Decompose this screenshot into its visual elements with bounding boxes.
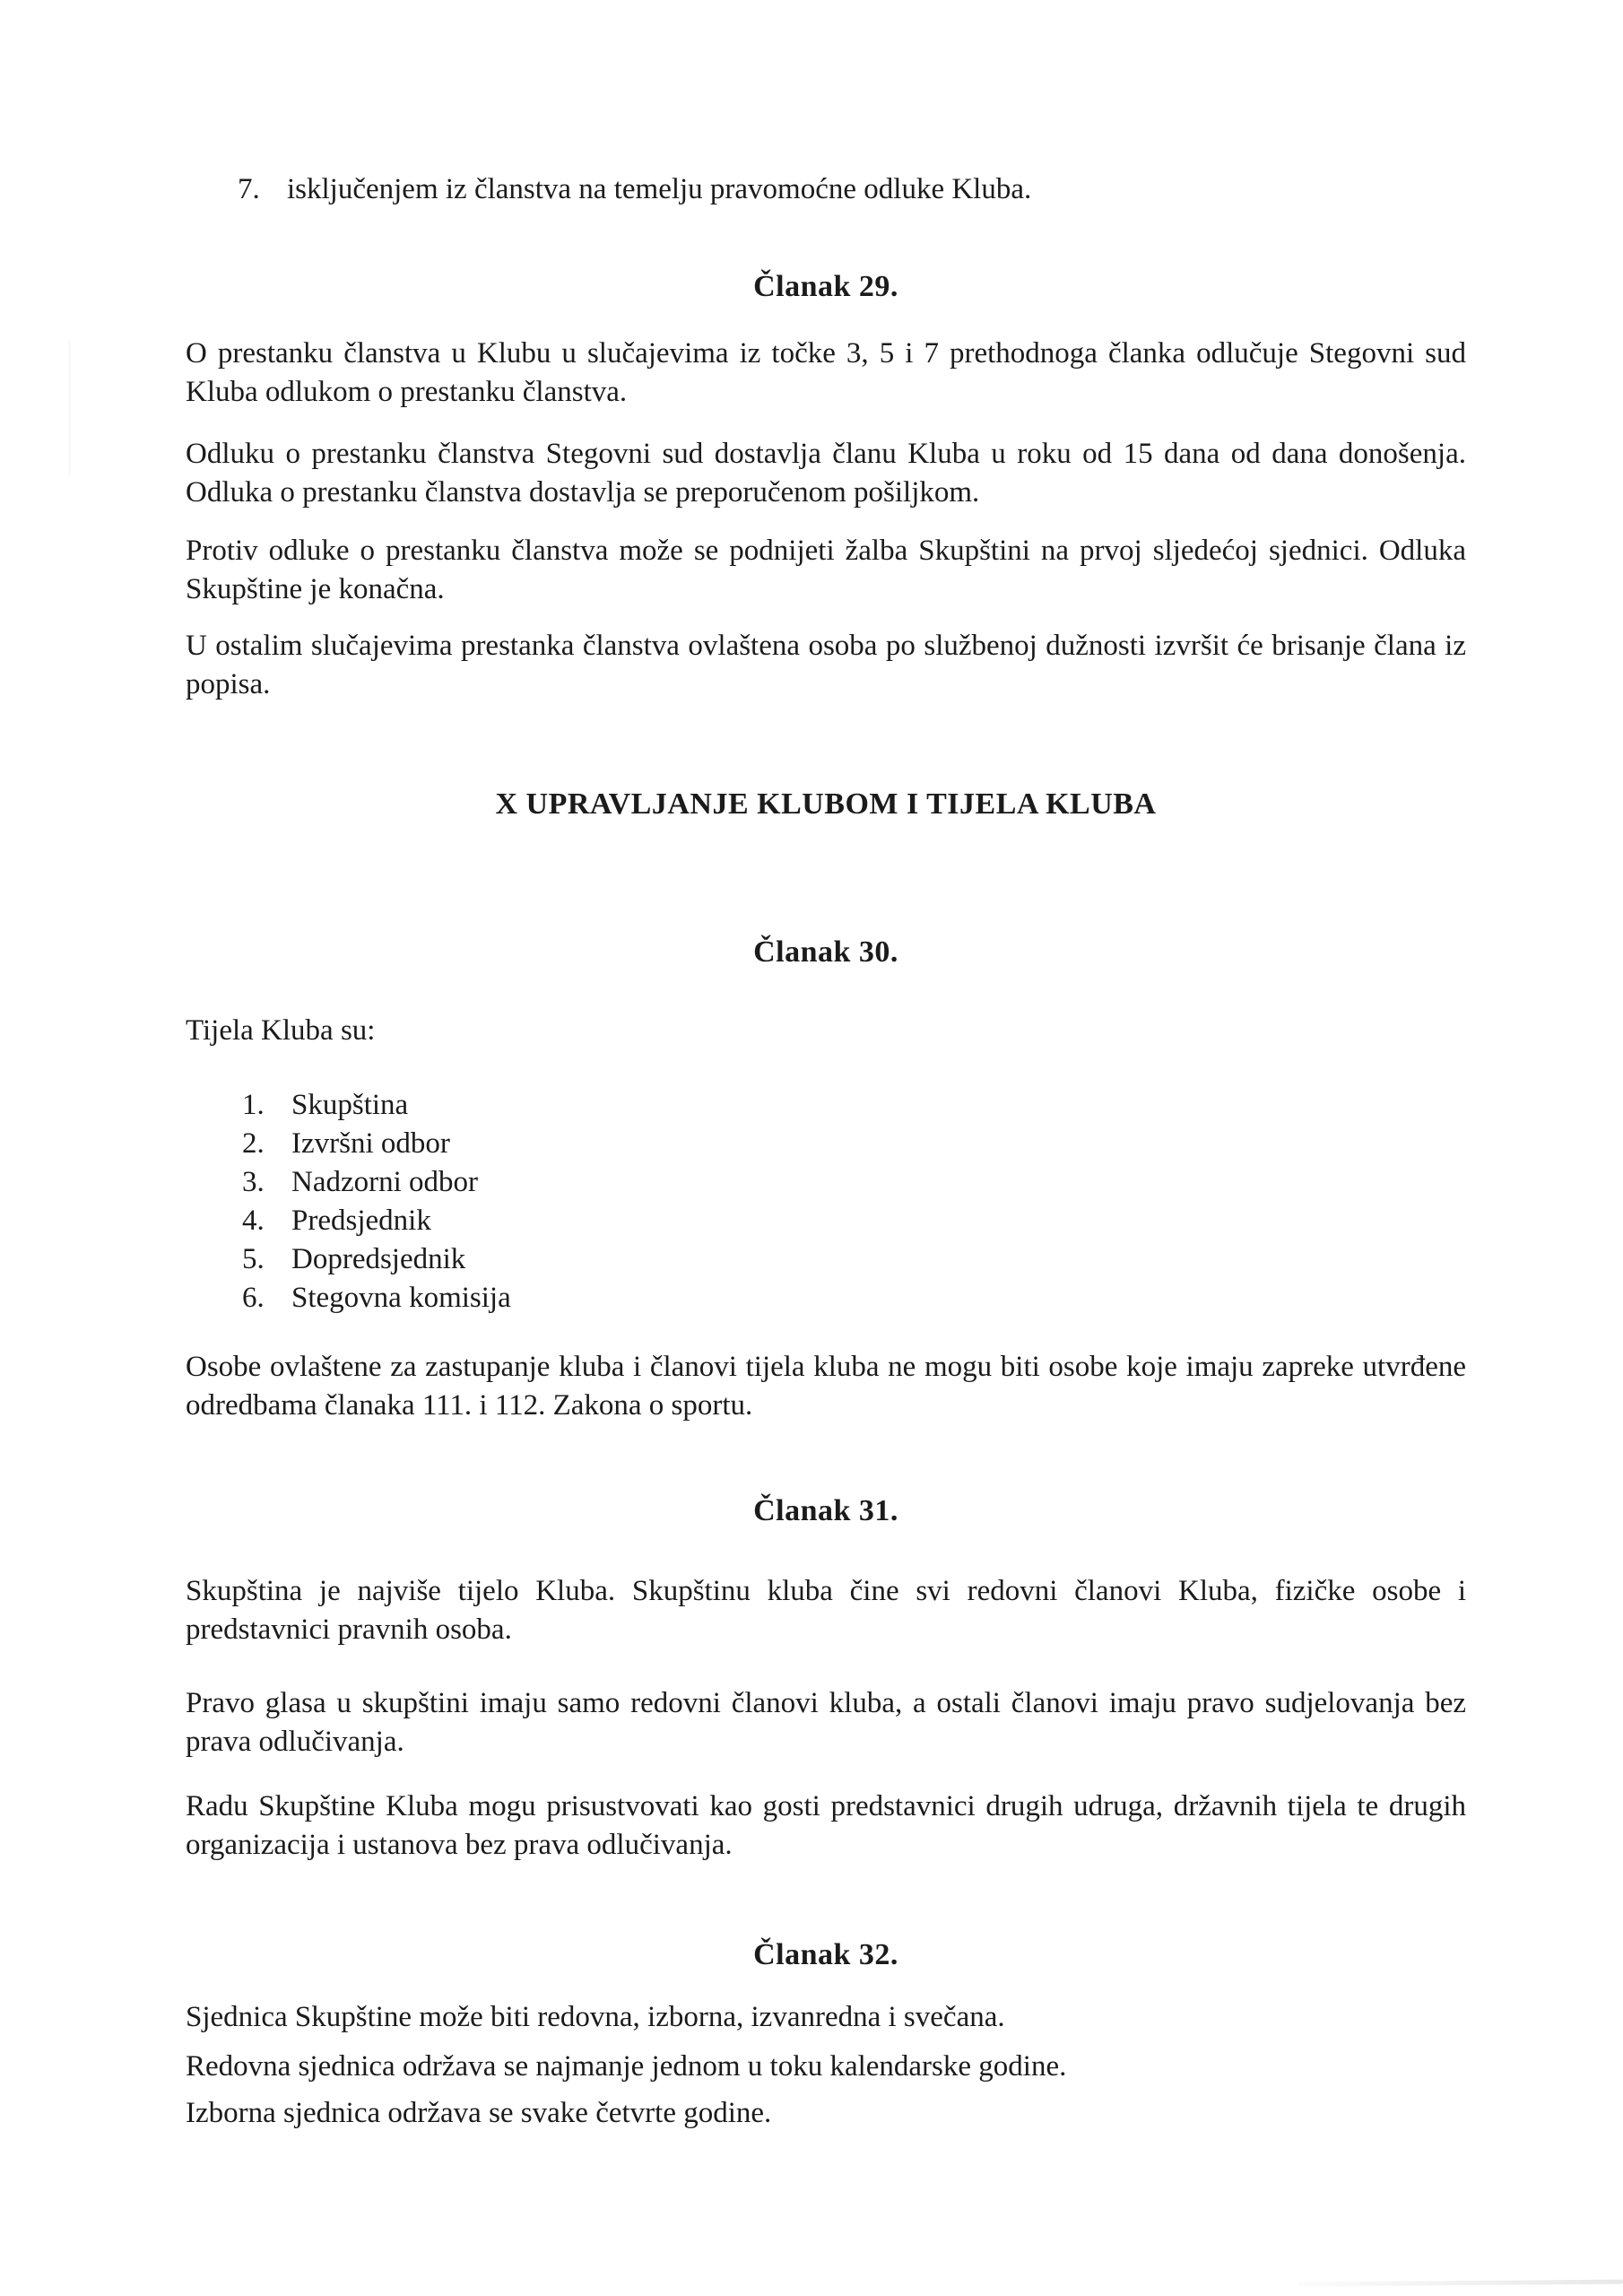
list-item-number: 5.	[242, 1243, 265, 1275]
list-item-number: 6.	[242, 1282, 265, 1314]
paragraph: Sjednica Skupštine može biti redovna, izborna, izvanredna i svečana.	[186, 2001, 1005, 2033]
document-content	[186, 0, 1466, 2133]
list-item-text: Predsjednik	[291, 1205, 431, 1237]
list-item-text: Skupština	[291, 1089, 409, 1121]
scan-smudge-artifact	[68, 341, 71, 475]
list-item-number: 7.	[238, 173, 260, 205]
paragraph: Izborna sjednica održava se svake četvrte godine.	[186, 2097, 772, 2129]
article-30-heading: Članak 30.	[753, 935, 898, 969]
club-bodies-list	[186, 1086, 1466, 1318]
list-item	[242, 1163, 1466, 1202]
lead-text: Tijela Kluba su:	[186, 1014, 376, 1047]
list-item-text: Izvršni odbor	[291, 1127, 450, 1160]
list-item-text: Nadzorni odbor	[291, 1166, 479, 1198]
paragraph: U ostalim slučajevima prestanka članstva ovlaštena osoba po službenoj dužnosti izvršit će brisanje člana iz popisa.	[186, 630, 1466, 700]
paragraph: Redovna sjednica održava se najmanje jednom u toku kalendarske godine.	[186, 2050, 1067, 2083]
article-32-heading: Članak 32.	[753, 1938, 898, 1971]
list-item-number: 2.	[242, 1127, 265, 1160]
scan-line-artifact	[1298, 2280, 1623, 2287]
paragraph: Osobe ovlaštene za zastupanje kluba i članovi tijela kluba ne mogu biti osobe koje imaju zapreke utvrđene odredbama članaka 111. i 112. Zakona o sportu.	[186, 1351, 1466, 1422]
paragraph: O prestanku članstva u Klubu u slučajevima iz točke 3, 5 i 7 prethodnoga članka odlučuje Stegovni sud Kluba odlukom o prestanku članstva.	[186, 337, 1466, 408]
article-31-heading: Članak 31.	[753, 1494, 898, 1527]
list-item	[242, 1125, 1466, 1163]
list-item-text: Stegovna komisija	[291, 1282, 511, 1314]
numbered-list-item	[186, 170, 1466, 209]
list-item	[242, 1086, 1466, 1125]
paragraph: Odluku o prestanku članstva Stegovni sud dostavlja članu Kluba u roku od 15 dana od dana donošenja. Odluka o prestanku članstva dostavlja se preporučenom pošiljkom.	[186, 438, 1466, 509]
paragraph: Radu Skupštine Kluba mogu prisustvovati kao gosti predstavnici drugih udruga, državnih tijela te drugih organizacija i ustanova bez prava odlučivanja.	[186, 1790, 1466, 1861]
list-item-number: 4.	[242, 1205, 265, 1237]
list-item	[242, 1202, 1466, 1240]
paragraph: Skupština je najviše tijelo Kluba. Skupštinu kluba čine svi redovni članovi Kluba, fizičke osobe i predstavnici pravnih osoba.	[186, 1575, 1466, 1646]
list-item-number: 3.	[242, 1166, 265, 1198]
paragraph: Pravo glasa u skupštini imaju samo redovni članovi kluba, a ostali članovi imaju pravo sudjelovanja bez prava odlučivanja.	[186, 1687, 1466, 1758]
list-item-text: isključenjem iz članstva na temelju pravomoćne odluke Kluba.	[287, 173, 1032, 205]
paragraph: Protiv odluke o prestanku članstva može se podnijeti žalba Skupštini na prvoj sljedećoj sjednici. Odluka Skupštine je konačna.	[186, 535, 1466, 605]
list-item	[242, 1240, 1466, 1279]
list-item-text: Dopredsjednik	[291, 1243, 466, 1275]
list-item	[242, 1279, 1466, 1318]
article-29-heading: Članak 29.	[753, 270, 898, 303]
section-x-heading: X UPRAVLJANJE KLUBOM I TIJELA KLUBA	[495, 787, 1157, 821]
list-item-number: 1.	[242, 1089, 265, 1121]
